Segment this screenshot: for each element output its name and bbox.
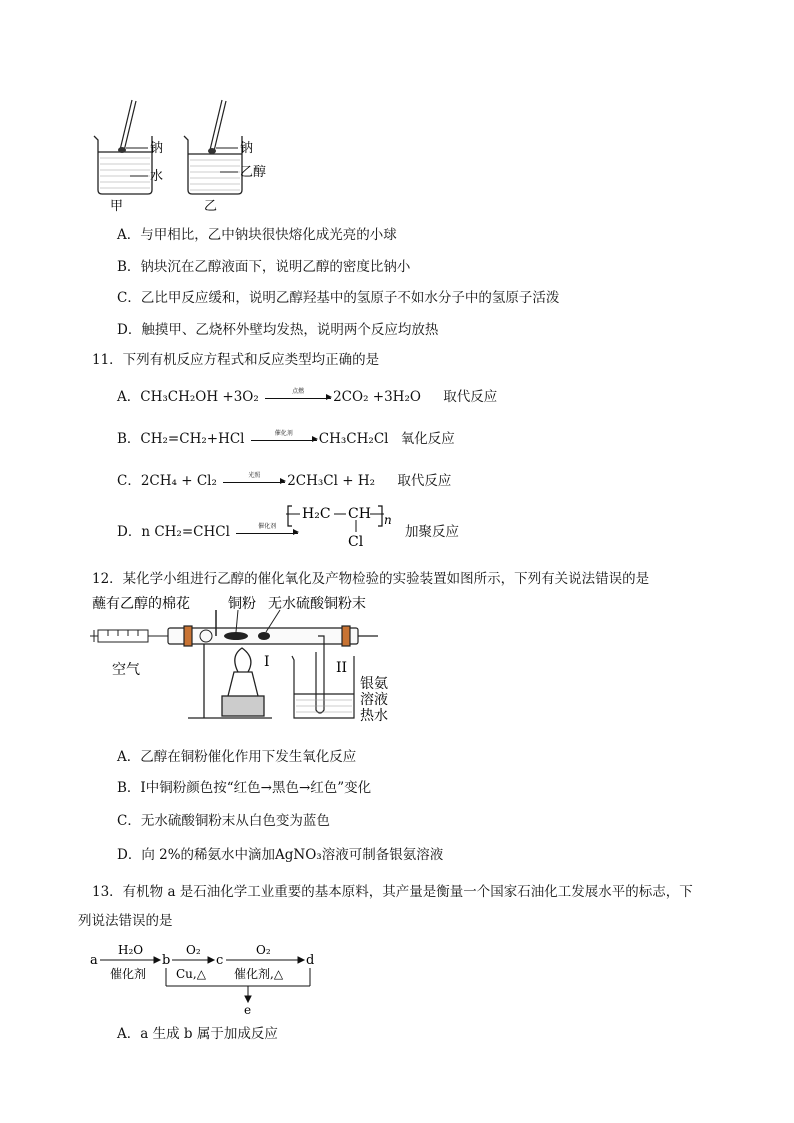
syringe-icon	[90, 630, 168, 642]
q13-option-a: A．a 生成 b 属于加成反应	[117, 1026, 278, 1042]
q11-d-lhs: n CH₂=CHCl	[141, 524, 230, 540]
q12-option-d: D．向 2%的稀氨水中滴加AgNO₃溶液可制备银氨溶液	[117, 847, 444, 863]
scheme-e: e	[244, 1003, 252, 1016]
reaction-arrow	[223, 472, 285, 483]
tweezers-jia-icon	[120, 100, 136, 151]
q11-a-rhs: 2CO₂ +3H₂O	[333, 389, 421, 405]
label-hot-water: 热水	[360, 708, 388, 724]
q11-b-condition: 催化剂	[274, 430, 293, 437]
copper-powder	[224, 632, 248, 640]
q11-b-rhs: CH₃CH₂Cl	[318, 431, 389, 447]
label-na-yi: 钠	[240, 141, 254, 156]
label-cotton: 蘸有乙醇的棉花	[92, 596, 190, 612]
q11-c-rhs: 2CH₃Cl + H₂	[287, 473, 376, 489]
polymer-n: n	[384, 513, 392, 527]
q10-option-c: C．乙比甲反应缓和，说明乙醇羟基中的氢原子不如水分子中的氢原子活泼	[117, 290, 560, 306]
label-silver-ammonia-2: 溶液	[360, 692, 388, 708]
label-jia: 甲	[110, 199, 124, 214]
label-ethanol: 乙醇	[240, 165, 267, 180]
scheme-r2-top: O₂	[186, 943, 201, 957]
q13-stem-line1: 13．有机物 a 是石油化学工业重要的基本原料，其产量是衡量一个国家石油化工发展水平的标志，下	[92, 884, 693, 900]
beaker-yi	[184, 136, 242, 194]
polymer-structure	[286, 500, 396, 552]
scheme-b: b	[162, 953, 171, 968]
reaction-arrow	[251, 430, 317, 441]
q11-c-condition: 光照	[248, 472, 261, 479]
q11-b-lhs: CH₂=CH₂+HCl	[140, 431, 245, 447]
q12-option-c: C．无水硫酸铜粉末从白色变为蓝色	[117, 813, 330, 829]
scheme-r3-top: O₂	[256, 943, 271, 957]
reaction-scheme	[88, 938, 328, 1016]
q11-a-lhs: CH₃CH₂OH +3O₂	[140, 389, 259, 405]
polymer-left-group: H₂C	[302, 506, 331, 522]
label-air: 空气	[112, 662, 140, 678]
reaction-tube	[168, 626, 378, 652]
scheme-r3-bottom: 催化剂,△	[234, 967, 284, 981]
scheme-c: c	[216, 953, 224, 968]
q11-option-c	[117, 469, 451, 489]
label-yi: 乙	[204, 199, 218, 214]
q11-c-lhs: 2CH₄ + Cl₂	[140, 473, 217, 489]
sodium-block-yi	[208, 148, 216, 154]
q10-option-b: B．钠块沉在乙醇液面下，说明乙醇的密度比钠小	[117, 259, 411, 275]
q11-d-type: 加聚反应	[405, 524, 459, 540]
label-na-jia: 钠	[150, 141, 164, 156]
q11-a-label: A．	[117, 389, 141, 405]
q11-d-condition: 催化剂	[258, 523, 277, 530]
polymer-substituent: Cl	[348, 534, 364, 550]
sodium-block-jia	[118, 147, 126, 153]
scheme-r2-bottom: Cu,△	[176, 967, 206, 981]
q11-option-a	[117, 385, 497, 405]
q11-a-condition: 点燃	[292, 388, 305, 395]
q11-stem: 11．下列有机反应方程式和反应类型均正确的是	[92, 352, 380, 368]
label-I: I	[264, 654, 270, 670]
q11-a-type: 取代反应	[443, 389, 498, 405]
apparatus-figure	[88, 592, 418, 732]
label-silver-ammonia-1: 银氨	[360, 676, 388, 692]
q13-stem-line2: 列说法错误的是	[78, 913, 173, 929]
label-II: II	[336, 660, 348, 676]
scheme-r1-top: H₂O	[118, 943, 144, 957]
q12-option-b: B．Ⅰ中铜粉颜色按“红色→黑色→红色”变化	[117, 780, 372, 796]
q12-stem: 12．某化学小组进行乙醇的催化氧化及产物检验的实验装置如图所示，下列有关说法错误的是	[92, 571, 650, 587]
q11-option-d	[117, 520, 300, 540]
label-cu-powder: 铜粉	[228, 596, 256, 612]
reaction-arrow	[265, 388, 331, 399]
label-water: 水	[150, 169, 164, 184]
tweezers-yi-icon	[210, 100, 226, 151]
beaker-figure	[90, 96, 280, 214]
scheme-a: a	[90, 953, 98, 968]
cuso4-powder	[258, 632, 270, 640]
scheme-d: d	[306, 953, 315, 968]
q11-d-label: D．	[117, 524, 142, 540]
label-cuso4: 无水硫酸铜粉末	[268, 596, 366, 612]
q11-option-b	[117, 427, 455, 447]
polymer-right-group: CH	[348, 506, 371, 522]
q11-b-type: 氧化反应	[400, 431, 455, 447]
q12-option-a: A．乙醇在铜粉催化作用下发生氧化反应	[117, 749, 357, 765]
q11-c-type: 取代反应	[397, 473, 452, 489]
q10-option-d: D．触摸甲、乙烧杯外壁均发热，说明两个反应均放热	[117, 322, 439, 338]
q10-option-a: A．与甲相比，乙中钠块很快熔化成光亮的小球	[117, 227, 397, 243]
q11-c-label: C．	[117, 473, 141, 489]
beaker-jia	[94, 136, 152, 194]
scheme-r1-bottom: 催化剂	[110, 967, 147, 981]
q11-b-label: B．	[117, 431, 141, 447]
